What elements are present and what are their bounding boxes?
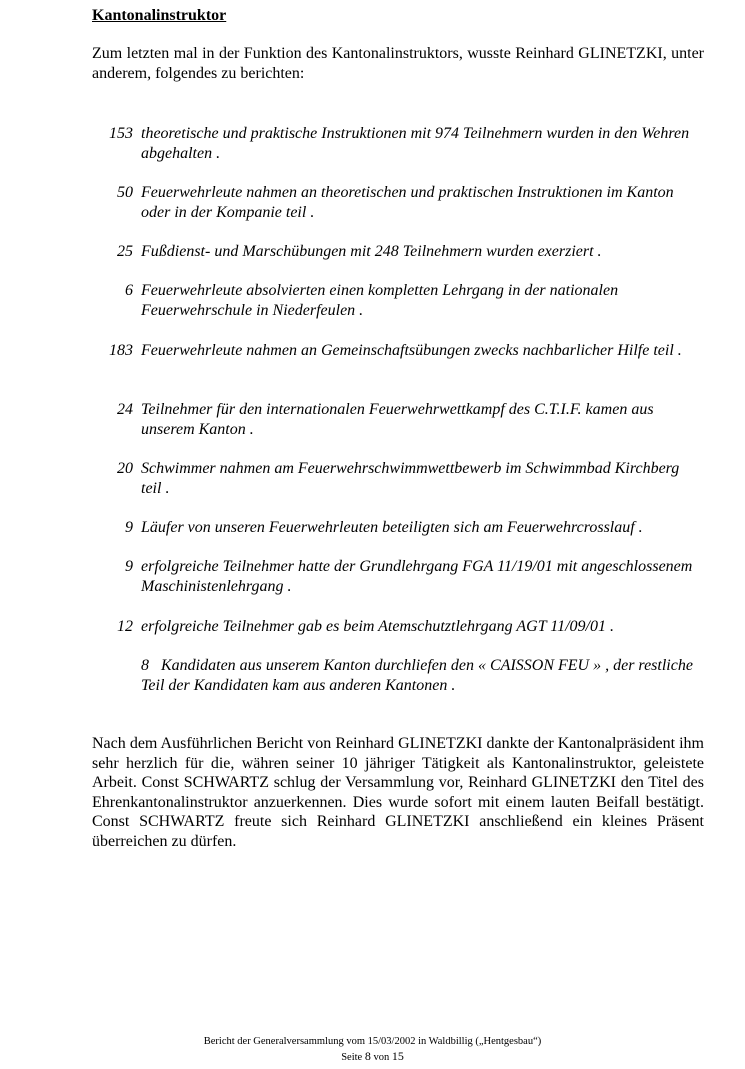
page-current: 8 [364, 1049, 371, 1063]
page-separator: von [373, 1052, 390, 1063]
list-item [0, 518, 745, 538]
page-prefix: Seite [341, 1052, 363, 1063]
item-number: 153 [109, 125, 133, 142]
list-item [0, 124, 745, 164]
item-number: 183 [109, 342, 133, 359]
list-item [0, 341, 745, 361]
list-item [0, 242, 745, 262]
item-number: 25 [117, 243, 133, 260]
item-text: erfolgreiche Teilnehmer hatte der Grundlehrgang FGA 11/19/01 mit angeschlossenem Maschinistenlehrgang . [141, 558, 693, 595]
item-number: 12 [117, 618, 133, 635]
item-number: 9 [125, 558, 133, 575]
item-text: Feuerwehrleute nahmen an Gemeinschaftsübungen zwecks nachbarlicher Hilfe teil . [141, 342, 682, 359]
list-item [0, 459, 745, 499]
item-number: 24 [117, 401, 133, 418]
page-footer [0, 1034, 745, 1065]
note-number: 8 [141, 657, 149, 674]
item-text: Feuerwehrleute absolvierten einen kompletten Lehrgang in der nationalen Feuerwehrschule in Niederfeulen . [141, 282, 619, 319]
note-text: Kandidaten aus unserem Kanton durchliefen den « CAISSON FEU » , der restliche Teil der Kandidaten kam aus anderen Kantonen . [141, 657, 693, 694]
item-text: Schwimmer nahmen am Feuerwehrschwimmwettbewerb im Schwimmbad Kirchberg teil . [141, 460, 680, 497]
page-total: 15 [391, 1049, 404, 1063]
list-item [0, 183, 745, 223]
list-item [0, 617, 745, 637]
item-text: theoretische und praktische Instruktionen mit 974 Teilnehmern wurden in den Wehren abgehalten . [141, 125, 690, 162]
item-number: 50 [117, 184, 133, 201]
intro-paragraph: Zum letzten mal in der Funktion des Kantonalinstruktors, wusste Reinhard GLINETZKI, unter anderem, folgendes zu berichten: [92, 45, 704, 82]
item-number: 9 [125, 519, 133, 536]
list-item [0, 281, 745, 321]
item-text: Feuerwehrleute nahmen an theoretischen und praktischen Instruktionen im Kanton oder in der Kompanie teil . [141, 184, 674, 221]
item-number: 6 [125, 282, 133, 299]
closing-paragraph: Nach dem Ausführlichen Bericht von Reinhard GLINETZKI dankte der Kantonalpräsident ihm sehr herzlich für die, währen seiner 10 jähriger Tätigkeit als Kantonalinstruktor, geleistete Arbeit. Const SCHWARTZ schlug der Versammlung vor, Reinhard GLINETZKI den Titel des Ehrenkantonalinstruktor anzuerkennen. Dies wurde sofort mit einem lauten Beifall bestätigt. Const SCHWARTZ freute sich Reinhard GLINETZKI anschließend ein kleines Präsent überreichen zu dürfen. [92, 735, 704, 850]
item-text: Läufer von unseren Feuerwehrleuten beteiligten sich am Feuerwehrcrosslauf . [141, 519, 643, 536]
list-item [0, 400, 745, 440]
item-text: Teilnehmer für den internationalen Feuerwehrwettkampf des C.T.I.F. kamen aus unserem Kanton . [141, 401, 654, 438]
caisson-note [0, 656, 745, 696]
footer-report-line: Bericht der Generalversammlung vom 15/03/2002 in Waldbillig („Hentgesbau“) [203, 1036, 542, 1047]
footer-page-number [0, 1049, 745, 1065]
page-title: Kantonalinstruktor [92, 7, 227, 24]
item-text: Fußdienst- und Marschübungen mit 248 Teilnehmern wurden exerziert . [141, 243, 602, 260]
item-number: 20 [117, 460, 133, 477]
item-text: erfolgreiche Teilnehmer gab es beim Atemschutztlehrgang AGT 11/09/01 . [141, 618, 614, 635]
list-item [0, 557, 745, 597]
